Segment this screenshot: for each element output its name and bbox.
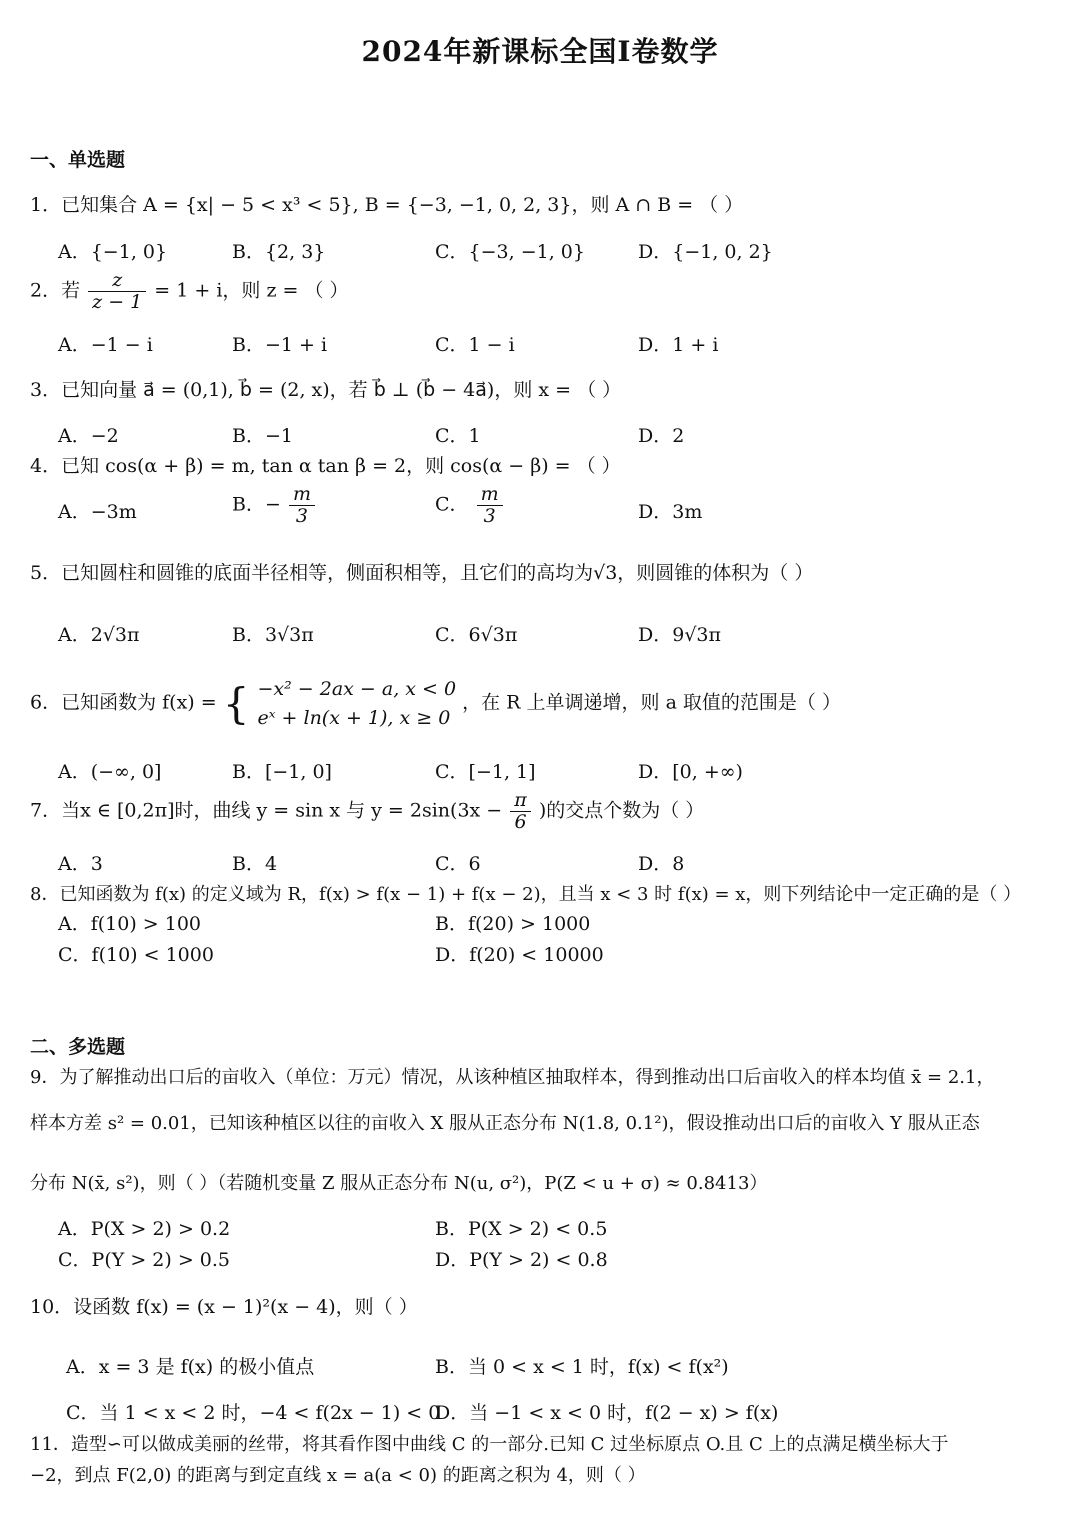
question-2-fraction-denominator: z − 1 (92, 290, 143, 313)
question-6-suffix: ，在 R 上单调递增，则 a 取值的范围是（ ） (462, 691, 841, 714)
question-4-option-d: D．3m (638, 501, 703, 523)
question-5-option-d: D．9√3π (638, 624, 722, 646)
question-6-case-2: eˣ + ln(x + 1), x ≥ 0 (257, 706, 451, 729)
question-2-suffix: = 1 + i，则 z = （ ） (154, 279, 349, 302)
question-1-option-c: C．{−3, −1, 0} (435, 241, 585, 263)
question-11-line-2: −2，到点 F(2,0) 的距离与到定直线 x = a(a < 0) 的距离之积为 4，则（ ） (30, 1465, 646, 1486)
question-8-option-a: A．f(10) > 100 (58, 913, 202, 935)
question-6-stem (30, 675, 1054, 732)
question-10-option-c: C．当 1 < x < 2 时，−4 < f(2x − 1) < 0 (66, 1402, 441, 1424)
question-2-fraction-numerator: z (88, 270, 146, 292)
question-3-stem: 3．已知向量 a⃗ = (0,1), b⃗ = (2, x)，若 b⃗ ⊥ (b⃗ − 4a⃗)，则 x = （ ） (30, 379, 622, 401)
question-9-option-b: B．P(X > 2) < 0.5 (435, 1218, 608, 1240)
question-11-line-1: 11．造型∽可以做成美丽的丝带，将其看作图中曲线 C 的一部分.已知 C 过坐标原点 O.且 C 上的点满足横坐标大于 (30, 1434, 949, 1455)
question-10-option-b: B．当 0 < x < 1 时，f(x) < f(x²) (435, 1356, 729, 1378)
question-4-option-b-prefix: B．− (232, 493, 281, 516)
question-5-option-a: A．2√3π (58, 624, 140, 646)
question-1-option-d: D．{−1, 0, 2} (638, 241, 773, 263)
left-brace-icon: { (222, 678, 250, 728)
question-9-option-d: D．P(Y > 2) < 0.8 (435, 1249, 608, 1271)
question-9-option-a: A．P(X > 2) > 0.2 (58, 1218, 231, 1240)
question-5-option-c: C．6√3π (435, 624, 518, 646)
question-7-fraction-numerator: π (510, 790, 531, 812)
question-4-option-c-fraction (477, 484, 503, 527)
question-6-case-1: −x² − 2ax − a, x < 0 (257, 678, 457, 700)
question-3-option-a: A．−2 (58, 425, 119, 447)
question-3-option-c: C．1 (435, 425, 481, 447)
question-6-prefix: 6．已知函数为 f(x) = (30, 691, 217, 714)
question-10-option-a: A．x = 3 是 f(x) 的极小值点 (66, 1356, 315, 1378)
question-10-option-d: D．当 −1 < x < 0 时，f(2 − x) > f(x) (435, 1402, 779, 1424)
question-7-option-b: B．4 (232, 853, 278, 875)
question-8-option-c: C．f(10) < 1000 (58, 944, 214, 966)
question-10-stem: 10．设函数 f(x) = (x − 1)²(x − 4)，则（ ） (30, 1296, 418, 1318)
question-1-stem: 1．已知集合 A = {x| − 5 < x³ < 5}, B = {−3, −1, 0, 2, 3}，则 A ∩ B = （ ） (30, 194, 744, 216)
question-8-option-d: D．f(20) < 10000 (435, 944, 604, 966)
question-8-stem: 8．已知函数为 f(x) 的定义域为 R，f(x) > f(x − 1) + f(x − 2)，且当 x < 3 时 f(x) = x，则下列结论中一定正确的是（ ） (30, 884, 1022, 905)
question-3-option-b: B．−1 (232, 425, 293, 447)
question-3-option-d: D．2 (638, 425, 685, 447)
question-7-suffix: )的交点个数为（ ） (538, 799, 705, 822)
question-9-option-c: C．P(Y > 2) > 0.5 (58, 1249, 230, 1271)
question-6-option-c: C．[−1, 1] (435, 761, 536, 783)
question-4-option-b-denominator: 3 (295, 504, 308, 527)
question-4-stem: 4．已知 cos(α + β) = m, tan α tan β = 2，则 cos(α − β) = （ ） (30, 455, 621, 477)
question-4-option-b (232, 484, 317, 527)
question-1-option-a: A．{−1, 0} (58, 241, 168, 263)
question-7-fraction-denominator: 6 (514, 810, 527, 833)
question-7-stem (30, 790, 1054, 833)
question-8-option-b: B．f(20) > 1000 (435, 913, 591, 935)
question-2-stem (30, 270, 1054, 313)
question-2-fraction (88, 270, 146, 313)
question-6-piecewise (258, 675, 457, 732)
question-4-option-c-denominator: 3 (483, 504, 496, 527)
question-4-option-b-numerator: m (289, 484, 315, 506)
question-6-option-d: D．[0, +∞) (638, 761, 743, 783)
question-7-option-d: D．8 (638, 853, 685, 875)
question-4-option-b-fraction (289, 484, 315, 527)
question-7-option-c: C．6 (435, 853, 481, 875)
page-title: 2024年新课标全国Ⅰ卷数学 (361, 35, 719, 68)
question-7-option-a: A．3 (58, 853, 103, 875)
question-6-option-a: A．(−∞, 0] (58, 761, 162, 783)
question-7-prefix: 7．当x ∈ [0,2π]时，曲线 y = sin x 与 y = 2sin(3x − (30, 799, 503, 822)
question-9-line-2: 样本方差 s² = 0.01，已知该种植区以往的亩收入 X 服从正态分布 N(1.8, 0.1²)，假设推动出口后的亩收入 Y 服从正态 (30, 1113, 980, 1134)
question-2-option-a: A．−1 − i (58, 334, 153, 356)
question-6-option-b: B．[−1, 0] (232, 761, 332, 783)
section-multiple-choice: 二、多选题 (30, 1036, 126, 1058)
question-4-option-c-prefix: C． (435, 493, 469, 516)
question-4-option-c-numerator: m (477, 484, 503, 506)
section-single-choice: 一、单选题 (30, 149, 126, 171)
question-9-line-3: 分布 N(x̄, s²)，则（ ）（若随机变量 Z 服从正态分布 N(u, σ²)，P(Z < u + σ) ≈ 0.8413） (30, 1173, 768, 1194)
question-1-option-b: B．{2, 3} (232, 241, 326, 263)
question-7-fraction (510, 790, 531, 833)
question-2-option-b: B．−1 + i (232, 334, 328, 356)
question-2-option-c: C．1 − i (435, 334, 515, 356)
question-2-prefix: 2．若 (30, 279, 81, 302)
question-5-option-b: B．3√3π (232, 624, 314, 646)
question-4-option-a: A．−3m (58, 501, 137, 523)
question-9-line-1: 9．为了解推动出口后的亩收入（单位：万元）情况，从该种植区抽取样本，得到推动出口后亩收入的样本均值 x̄ = 2.1， (30, 1067, 995, 1088)
question-4-option-c (435, 484, 505, 527)
question-2-option-d: D．1 + i (638, 334, 719, 356)
question-5-stem: 5．已知圆柱和圆锥的底面半径相等，侧面积相等，且它们的高均为√3，则圆锥的体积为（ ） (30, 562, 814, 584)
